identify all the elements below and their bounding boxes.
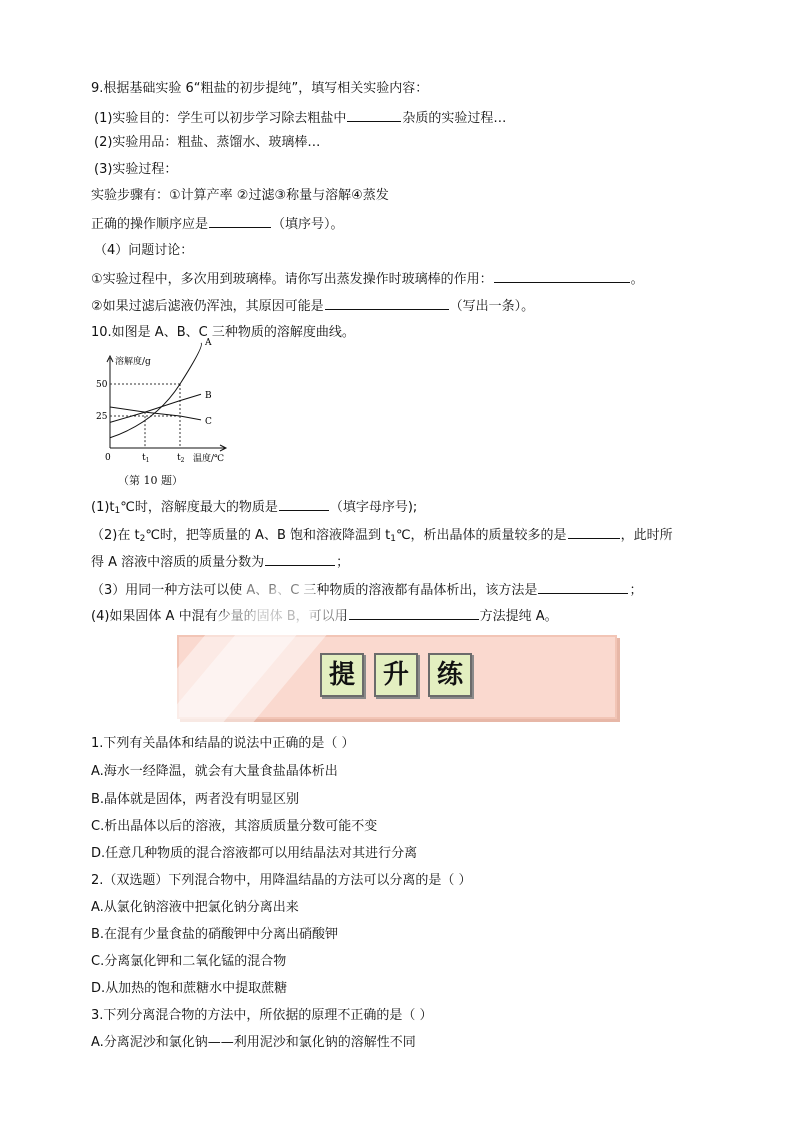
curve-b — [110, 394, 201, 422]
chart-guides — [110, 384, 180, 448]
q10-sub2: （2)在 $t_2℃$时，把等质量的 A、B 饱和溶液降温到 $t_1℃$，析出晶体的质量较多的是 ，此时所 — [91, 525, 673, 548]
series-label-b: B — [205, 391, 212, 402]
q9-order: 正确的操作顺序应是 （填序号）。 — [91, 214, 344, 234]
q10-sub4: (4)如果固体 A 中混有少量的固体 B，可以用 方法提纯 A。 — [91, 606, 558, 626]
q9-steps: 实验步骤有：①计算产率 ②过滤③称量与溶解④蒸发 — [91, 188, 389, 203]
q9-discussion-2: ②如果过滤后滤液仍浑浊，其原因可能是 （写出一条）。 — [91, 296, 534, 316]
answer-blank[interactable] — [568, 525, 620, 539]
q10-sub1: $(1)t_1℃$时，溶解度最大的物质是 （填字母序号); — [91, 497, 417, 520]
mc-q2-option-d: D.从加热的饱和蔗糖水中提取蔗糖 — [91, 981, 288, 996]
ytick-label: 50 — [96, 380, 108, 390]
series-label-c: C — [205, 416, 212, 427]
x-axis-label: 温度/℃ — [193, 454, 225, 464]
mc-q2-option-b: B.在混有少量食盐的硝酸钾中分离出硝酸钾 — [91, 927, 339, 942]
q9-part1: (1)实验目的：学生可以初步学习除去粗盐中 杂质的实验过程… — [94, 108, 506, 128]
section-banner — [177, 635, 617, 719]
answer-blank[interactable] — [265, 552, 335, 566]
answer-blank[interactable] — [349, 606, 479, 620]
answer-blank[interactable] — [347, 108, 401, 122]
q10-title: 10.如图是 A、B、C 三种物质的溶解度曲线。 — [91, 325, 355, 340]
answer-blank[interactable] — [279, 497, 329, 511]
series-label-a: A — [205, 338, 212, 349]
mc-q2: 2.（双选题）下列混合物中，用降温结晶的方法可以分离的是（ ） — [91, 873, 472, 888]
mc-q3-option-a: A.分离泥沙和氯化钠——利用泥沙和氯化钠的溶解性不同 — [91, 1035, 416, 1050]
q9-part4: （4）问题讨论： — [94, 243, 194, 258]
mc-q1-option-c: C.析出晶体以后的溶液，其溶质质量分数可能不变 — [91, 819, 378, 834]
xtick-label: $t_1$ — [142, 453, 150, 464]
answer-blank[interactable] — [209, 214, 271, 228]
q10-sub2-cont: 得 A 溶液中溶质的质量分数为 ； — [91, 552, 349, 572]
mc-q2-option-c: C.分离氯化钾和二氧化锰的混合物 — [91, 954, 287, 969]
mc-q1-option-a: A.海水一经降温，就会有大量食盐晶体析出 — [91, 764, 338, 779]
mc-q3: 3.下列分离混合物的方法中，所依据的原理不正确的是（ ） — [91, 1008, 433, 1023]
q9-title: 9.根据基础实验 6“粗盐的初步提纯”，填写相关实验内容： — [91, 81, 429, 96]
y-axis-label: 溶解度/g — [115, 357, 151, 367]
mc-q1-option-d: D.任意几种物质的混合溶液都可以用结晶法对其进行分离 — [91, 846, 418, 861]
mc-q1: 1.下列有关晶体和结晶的说法中正确的是（ ） — [91, 736, 355, 751]
banner-char: 练 — [428, 653, 472, 697]
q10-sub3: （3）用同一种方法可以使 A、B、C 三种物质的溶液都有晶体析出，该方法是 ； — [91, 580, 642, 600]
q9-part3: (3)实验过程： — [94, 162, 178, 177]
answer-blank[interactable] — [538, 580, 628, 594]
origin-label: 0 — [105, 453, 111, 463]
chart-labels — [96, 338, 224, 464]
chart-axes — [107, 356, 226, 451]
answer-blank[interactable] — [494, 269, 630, 283]
mc-q2-option-a: A.从氯化钠溶液中把氯化钠分离出来 — [91, 900, 299, 915]
q9-part2: (2)实验用品：粗盐、蒸馏水、玻璃棒… — [94, 135, 321, 150]
banner-char: 提 — [320, 653, 364, 697]
mc-q1-option-b: B.晶体就是固体，两者没有明显区别 — [91, 792, 300, 807]
banner-char: 升 — [374, 653, 418, 697]
xtick-label: $t_2$ — [177, 453, 185, 464]
q9-discussion-1: ①实验过程中，多次用到玻璃棒。请你写出蒸发操作时玻璃棒的作用： 。 — [91, 269, 644, 289]
solubility-chart — [94, 338, 234, 467]
figure-caption: （第 10 题） — [118, 474, 183, 487]
ytick-label: 25 — [96, 412, 108, 422]
answer-blank[interactable] — [325, 296, 449, 310]
